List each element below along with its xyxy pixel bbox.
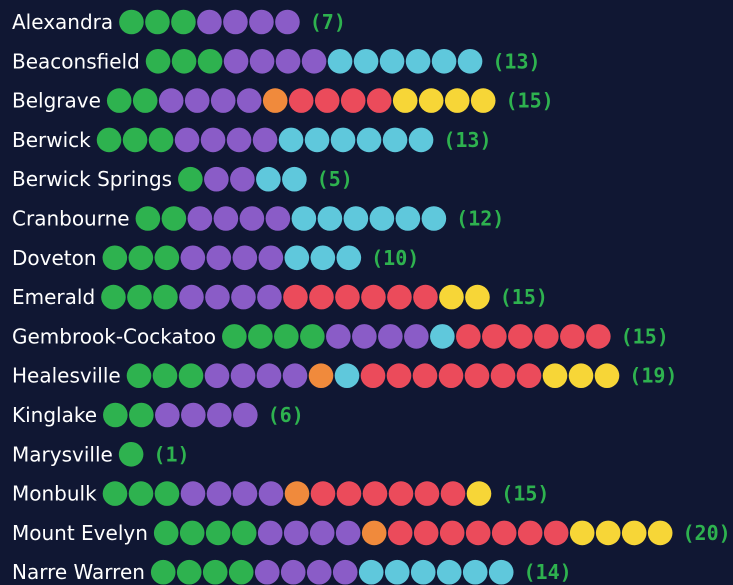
cyan-dot [432, 49, 457, 74]
row-doveton [12, 245, 419, 270]
red-dot [389, 481, 414, 506]
purple-dot [233, 403, 258, 428]
red-dot [517, 363, 542, 388]
green-dot [146, 49, 171, 74]
row-label: Mount Evelyn [12, 520, 148, 545]
red-dot [315, 88, 340, 113]
yellow-dot [622, 521, 647, 546]
cyan-dot [292, 206, 317, 231]
purple-dot [302, 49, 327, 74]
purple-dot [207, 245, 232, 270]
green-dot [232, 521, 257, 546]
green-dot [119, 10, 144, 35]
purple-dot [155, 403, 180, 428]
cyan-dot [380, 49, 405, 74]
red-dot [491, 363, 516, 388]
yellow-dot [543, 363, 568, 388]
row-label: Marysville [12, 442, 113, 467]
row-label: Narre Warren [12, 560, 145, 585]
green-dot [203, 560, 228, 585]
red-dot [388, 521, 413, 546]
cyan-dot [370, 206, 395, 231]
green-dot [103, 245, 128, 270]
purple-dot [310, 521, 335, 546]
purple-dot [231, 285, 256, 310]
green-dot [133, 88, 158, 113]
row-label: Berwick Springs [12, 167, 173, 192]
orange-dot [362, 521, 387, 546]
green-dot [180, 521, 205, 546]
green-dot [97, 128, 122, 153]
row-beaconsfield [12, 49, 541, 74]
purple-dot [211, 88, 236, 113]
green-dot [149, 128, 174, 153]
purple-dot [333, 560, 358, 585]
orange-dot [309, 363, 334, 388]
purple-dot [258, 521, 283, 546]
red-dot [414, 521, 439, 546]
red-dot [413, 363, 438, 388]
red-dot [492, 521, 517, 546]
row-alexandra [12, 10, 346, 35]
yellow-dot [595, 363, 620, 388]
green-dot [172, 49, 197, 74]
purple-dot [227, 128, 252, 153]
green-dot [206, 521, 231, 546]
row-count-label: (13) [443, 127, 492, 152]
green-dot [177, 560, 202, 585]
row-label: Beaconsfield [12, 49, 140, 74]
purple-dot [275, 10, 300, 35]
purple-dot [266, 206, 291, 231]
purple-dot [214, 206, 239, 231]
green-dot [129, 245, 154, 270]
cyan-dot [396, 206, 421, 231]
green-dot [153, 363, 178, 388]
cyan-dot [331, 128, 356, 153]
cyan-dot [359, 560, 384, 585]
purple-dot [240, 206, 265, 231]
red-dot [341, 88, 366, 113]
purple-dot [231, 363, 256, 388]
cyan-dot [279, 128, 304, 153]
yellow-dot [569, 363, 594, 388]
purple-dot [257, 285, 282, 310]
green-dot [129, 403, 154, 428]
row-healesville [12, 363, 677, 388]
red-dot [560, 324, 585, 349]
cyan-dot [305, 128, 330, 153]
red-dot [534, 324, 559, 349]
row-emerald [12, 285, 548, 310]
red-dot [544, 521, 569, 546]
purple-dot [253, 128, 278, 153]
row-count-label: (15) [501, 481, 550, 506]
red-dot [441, 481, 466, 506]
cyan-dot [458, 49, 483, 74]
row-count-label: (15) [505, 88, 554, 113]
row-label: Healesville [12, 363, 121, 388]
green-dot [162, 206, 187, 231]
row-count-label: (14) [523, 560, 572, 585]
row-label: Doveton [12, 245, 97, 270]
cyan-dot [489, 560, 514, 585]
row-berwick-springs [12, 167, 353, 192]
red-dot [413, 285, 438, 310]
cyan-dot [318, 206, 343, 231]
purple-dot [233, 481, 258, 506]
row-label: Gembrook-Cockatoo [12, 324, 217, 349]
row-count-label: (1) [153, 442, 190, 467]
purple-dot [259, 245, 284, 270]
green-dot [229, 560, 254, 585]
yellow-dot [445, 88, 470, 113]
cyan-dot [406, 49, 431, 74]
row-label: Berwick [12, 127, 91, 152]
purple-dot [205, 363, 230, 388]
green-dot [103, 481, 128, 506]
red-dot [309, 285, 334, 310]
red-dot [466, 521, 491, 546]
cyan-dot [463, 560, 488, 585]
green-dot [155, 481, 180, 506]
cyan-dot [422, 206, 447, 231]
purple-dot [233, 245, 258, 270]
row-label: Cranbourne [12, 206, 130, 231]
red-dot [387, 363, 412, 388]
yellow-dot [467, 481, 492, 506]
cyan-dot [430, 324, 455, 349]
cyan-dot [383, 128, 408, 153]
row-count-label: (15) [620, 324, 669, 349]
yellow-dot [465, 285, 490, 310]
row-label: Emerald [12, 285, 96, 310]
green-dot [127, 363, 152, 388]
row-label: Monbulk [12, 481, 97, 506]
purple-dot [281, 560, 306, 585]
red-dot [337, 481, 362, 506]
green-dot [145, 10, 170, 35]
row-monbulk [12, 481, 549, 506]
red-dot [363, 481, 388, 506]
green-dot [274, 324, 299, 349]
purple-dot [336, 521, 361, 546]
green-dot [127, 285, 152, 310]
row-count-label: (12) [456, 206, 505, 231]
row-label: Belgrave [12, 88, 101, 113]
green-dot [179, 363, 204, 388]
purple-dot [404, 324, 429, 349]
purple-dot [207, 481, 232, 506]
row-cranbourne [12, 206, 504, 231]
green-dot [119, 442, 144, 467]
red-dot [289, 88, 314, 113]
cyan-dot [256, 167, 281, 192]
cyan-dot [344, 206, 369, 231]
red-dot [387, 285, 412, 310]
yellow-dot [393, 88, 418, 113]
purple-dot [224, 49, 249, 74]
row-label: Kinglake [12, 403, 98, 427]
yellow-dot [419, 88, 444, 113]
green-dot [178, 167, 203, 192]
green-dot [155, 245, 180, 270]
row-marysville [12, 442, 190, 467]
purple-dot [205, 285, 230, 310]
purple-dot [249, 10, 274, 35]
cyan-dot [409, 128, 434, 153]
row-count-label: (6) [267, 403, 304, 427]
yellow-dot [471, 88, 496, 113]
red-dot [367, 88, 392, 113]
purple-dot [283, 363, 308, 388]
green-dot [151, 560, 176, 585]
purple-dot [185, 88, 210, 113]
row-count-label: (13) [492, 49, 541, 74]
green-dot [222, 324, 247, 349]
green-dot [101, 285, 126, 310]
red-dot [465, 363, 490, 388]
purple-dot [257, 363, 282, 388]
yellow-dot [596, 521, 621, 546]
row-count-label: (5) [316, 167, 353, 192]
row-count-label: (7) [309, 10, 346, 34]
green-dot [123, 128, 148, 153]
green-dot [248, 324, 273, 349]
green-dot [129, 481, 154, 506]
green-dot [153, 285, 178, 310]
row-kinglake [12, 403, 304, 428]
green-dot [136, 206, 161, 231]
green-dot [171, 10, 196, 35]
purple-dot [201, 128, 226, 153]
red-dot [586, 324, 611, 349]
cyan-dot [285, 245, 310, 270]
row-count-label: (20) [682, 520, 731, 545]
cyan-dot [357, 128, 382, 153]
yellow-dot [648, 521, 673, 546]
green-dot [154, 521, 179, 546]
purple-dot [276, 49, 301, 74]
red-dot [482, 324, 507, 349]
purple-dot [250, 49, 275, 74]
purple-dot [284, 521, 309, 546]
purple-dot [175, 128, 200, 153]
red-dot [361, 363, 386, 388]
green-dot [198, 49, 223, 74]
yellow-dot [439, 285, 464, 310]
cyan-dot [437, 560, 462, 585]
row-narre-warren [12, 560, 572, 585]
purple-dot [223, 10, 248, 35]
red-dot [456, 324, 481, 349]
red-dot [440, 521, 465, 546]
cyan-dot [328, 49, 353, 74]
green-dot [300, 324, 325, 349]
purple-dot [181, 245, 206, 270]
purple-dot [159, 88, 184, 113]
row-count-label: (15) [499, 285, 548, 310]
cyan-dot [411, 560, 436, 585]
purple-dot [197, 10, 222, 35]
red-dot [508, 324, 533, 349]
cyan-dot [354, 49, 379, 74]
purple-dot [378, 324, 403, 349]
row-gembrook-cockatoo [12, 324, 669, 349]
row-belgrave [12, 88, 554, 113]
red-dot [283, 285, 308, 310]
orange-dot [285, 481, 310, 506]
purple-dot [230, 167, 255, 192]
red-dot [311, 481, 336, 506]
purple-dot [255, 560, 280, 585]
purple-dot [352, 324, 377, 349]
purple-dot [179, 285, 204, 310]
row-berwick [12, 128, 492, 153]
purple-dot [237, 88, 262, 113]
purple-dot [181, 481, 206, 506]
red-dot [335, 285, 360, 310]
yellow-dot [570, 521, 595, 546]
green-dot [103, 403, 128, 428]
cyan-dot [282, 167, 307, 192]
red-dot [415, 481, 440, 506]
purple-dot [307, 560, 332, 585]
green-dot [107, 88, 132, 113]
red-dot [518, 521, 543, 546]
row-label: Alexandra [12, 10, 114, 34]
red-dot [361, 285, 386, 310]
cyan-dot [385, 560, 410, 585]
orange-dot [263, 88, 288, 113]
purple-dot [207, 403, 232, 428]
red-dot [439, 363, 464, 388]
purple-dot [204, 167, 229, 192]
purple-dot [259, 481, 284, 506]
cyan-dot [311, 245, 336, 270]
purple-dot [181, 403, 206, 428]
cyan-dot [337, 245, 362, 270]
purple-dot [188, 206, 213, 231]
purple-dot [326, 324, 351, 349]
row-count-label: (19) [629, 363, 678, 388]
row-mount-evelyn [12, 521, 731, 546]
cyan-dot [335, 363, 360, 388]
row-count-label: (10) [371, 245, 420, 270]
